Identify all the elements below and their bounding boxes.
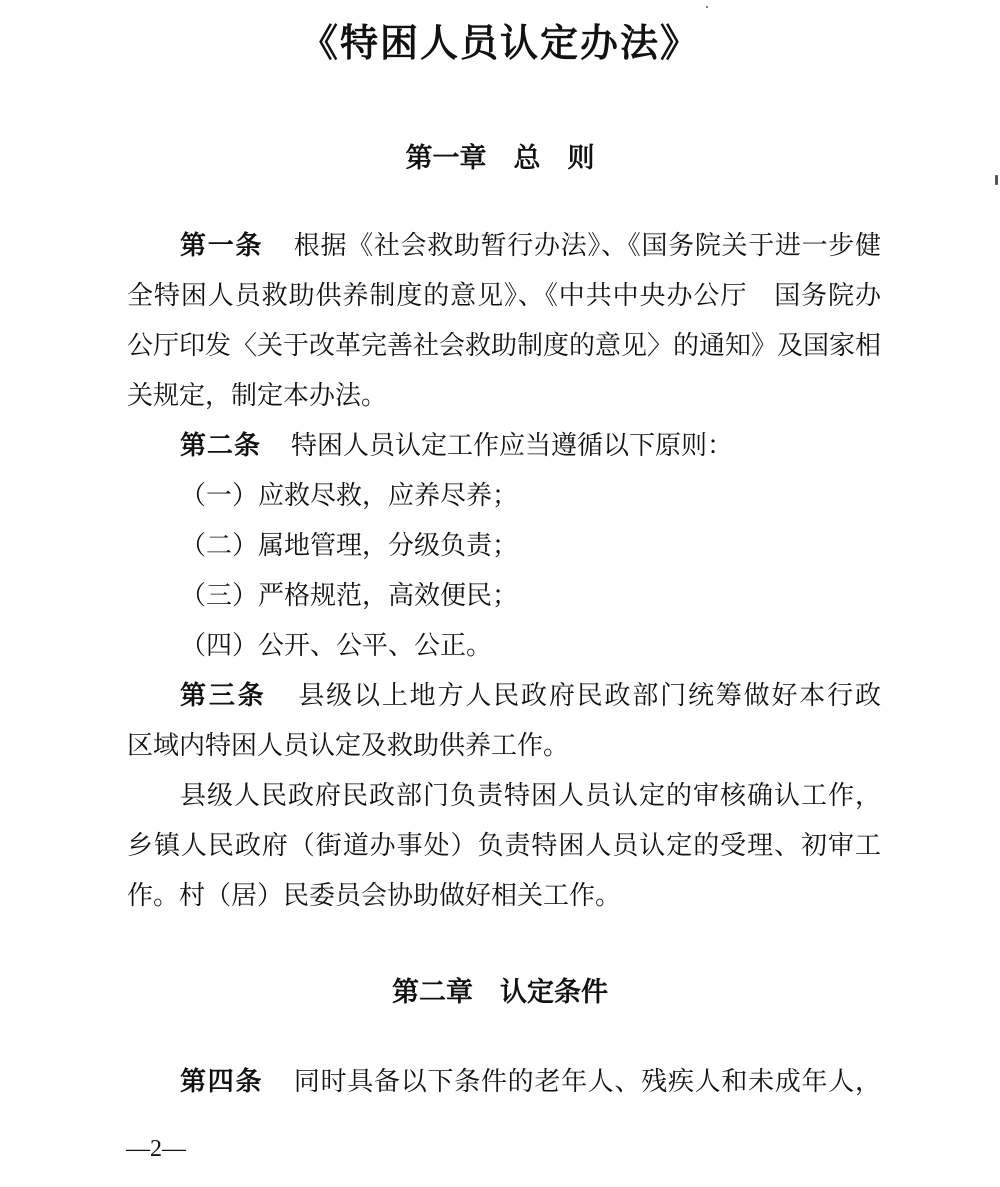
article-line: 乡镇人民政府（街道办事处）负责特困人员认定的受理、初审工 — [127, 831, 881, 861]
page-number: —2— — [126, 1136, 186, 1162]
article-line — [180, 1064, 881, 1100]
scan-speck — [706, 6, 708, 8]
chapter-number: 第二章 — [392, 977, 473, 1008]
article-text: 同时具备以下条件的老年人、残疾人和未成年人， — [293, 1067, 881, 1097]
list-item: （一）应救尽救，应养尽养； — [180, 481, 519, 511]
article-label: 第一条 — [180, 231, 264, 261]
article-line: 区域内特困人员认定及救助供养工作。 — [127, 731, 570, 761]
article-line — [180, 228, 881, 264]
article-line — [180, 678, 881, 714]
article-label: 第三条 — [180, 681, 267, 711]
chapter-name: 总 则 — [513, 143, 595, 174]
article-line: 全特困人员救助供养制度的意见》、《中共中央办公厅 国务院办 — [127, 281, 881, 311]
article-text: 特困人员认定工作应当遵循以下原则： — [291, 431, 734, 461]
chapter-heading — [0, 975, 1000, 1011]
list-item: （三）严格规范，高效便民； — [180, 581, 519, 611]
list-item: （二）属地管理，分级负责； — [180, 531, 519, 561]
article-line: 公厅印发〈关于改革完善社会救助制度的意见〉的通知》及国家相 — [127, 331, 882, 361]
article-label: 第二条 — [180, 431, 262, 461]
article-line — [180, 428, 733, 464]
article-text: 根据《社会救助暂行办法》、《国务院关于进一步健 — [293, 231, 881, 261]
chapter-number: 第一章 — [405, 143, 487, 174]
article-label: 第四条 — [180, 1067, 264, 1097]
article-line: 关规定，制定本办法。 — [127, 381, 388, 411]
chapter-heading — [0, 141, 1000, 177]
article-line: 作。村（居）民委员会协助做好相关工作。 — [127, 881, 622, 911]
article-text: 县级以上地方人民政府民政部门统筹做好本行政 — [296, 681, 881, 711]
list-item: （四）公开、公平、公正。 — [180, 631, 493, 661]
article-line: 县级人民政府民政部门负责特困人员认定的审核确认工作， — [180, 781, 881, 811]
document-title: 《特困人员认定办法》 — [299, 21, 700, 65]
scan-speck — [995, 175, 998, 185]
chapter-name: 认定条件 — [500, 977, 608, 1008]
